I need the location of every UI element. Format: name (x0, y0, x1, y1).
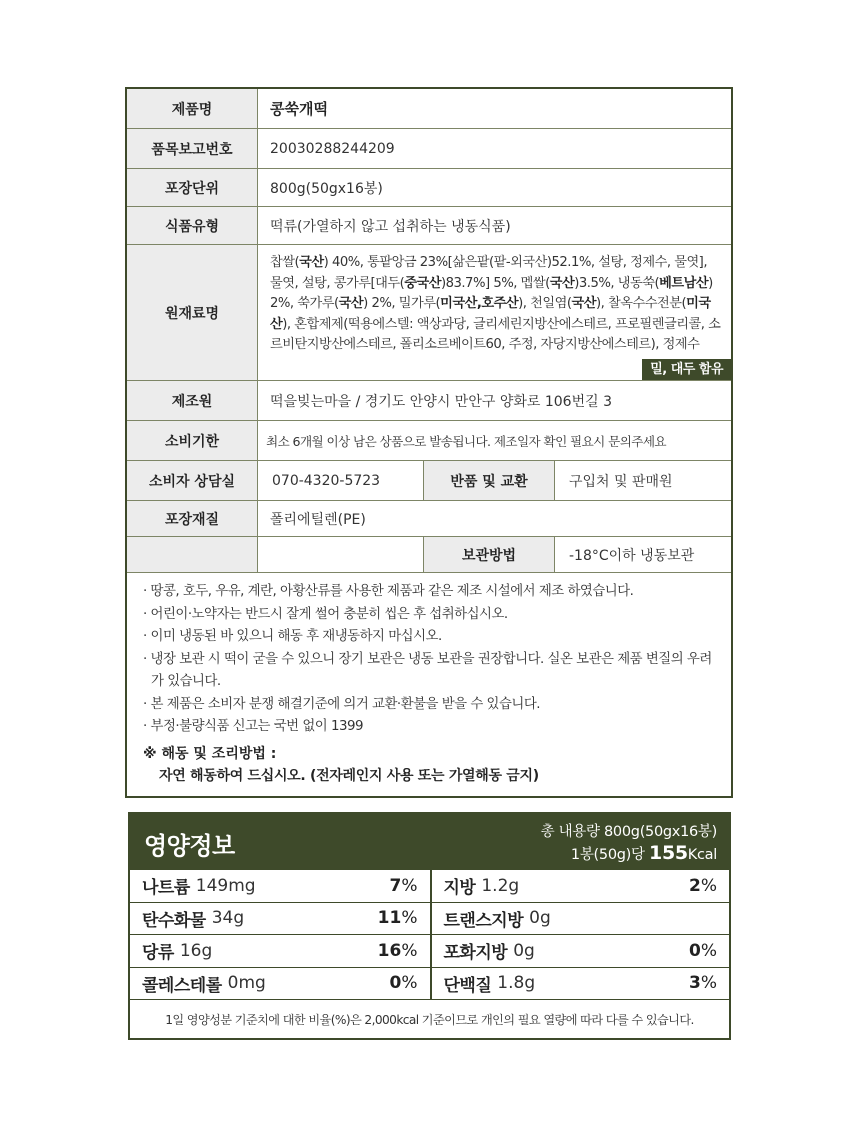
caution-notes (127, 573, 731, 787)
value-report-number: 20030288244209 (270, 140, 395, 157)
label-manufacturer: 제조원 (127, 381, 258, 420)
percent-value: 0 (689, 940, 701, 961)
row-product-name (127, 89, 731, 129)
row-food-type (127, 207, 731, 245)
label-exchange: 반품 및 교환 (423, 461, 555, 500)
nutrient-cell (430, 870, 730, 902)
row-expiry (127, 421, 731, 461)
row-packaging-material (127, 501, 731, 537)
nutrition-footnote: 1일 영양성분 기준치에 대한 비율(%)은 2,000kcal 기준이므로 개인의 필요 열량에 따라 다를 수 있습니다. (165, 1012, 694, 1027)
serving-prefix: 1봉(50g)당 (570, 847, 650, 863)
ingredient-text: ) 40%, 통팥앙금 23%[삶은팥(팥-외국산)52.1%, 설탕, 정제수, 물엿], 물엿, 설탕, 콩가루[대두( (270, 255, 708, 291)
origin-highlight: 국산 (571, 296, 597, 311)
nutrition-facts (128, 812, 731, 1040)
nutrition-row (130, 935, 729, 968)
nutrition-title: 영양정보 (144, 832, 235, 860)
ingredient-text: ) 2%, 밀가루( (363, 296, 441, 311)
percent-sign: % (401, 875, 418, 896)
label-package-unit: 포장단위 (127, 169, 258, 206)
origin-highlight: 베트남산 (659, 275, 709, 291)
origin-highlight: 미국산 (270, 296, 711, 332)
note-item: · 본 제품은 소비자 분쟁 해결기준에 의거 교환·환불을 받을 수 있습니다. (143, 696, 541, 712)
label-report-number: 품목보고번호 (127, 129, 258, 168)
value-empty (258, 537, 423, 572)
label-packaging-material: 포장재질 (127, 501, 258, 536)
thaw-instructions: 자연 해동하여 드십시오. (전자레인지 사용 또는 가열해동 금지) (159, 767, 539, 784)
nutrient-cell (130, 935, 430, 967)
nutrient-name: 콜레스테롤 (142, 975, 222, 996)
ingredient-text: )83.7%] 5%, 멥쌀( (440, 275, 550, 291)
nutrient-percent (689, 973, 717, 993)
nutrient-cell (430, 968, 730, 1000)
note-item: · 부정·불량식품 신고는 국번 없이 1399 (143, 719, 364, 734)
note-item: · 어린이·노약자는 반드시 잘게 썰어 충분히 씹은 후 섭취하십시오. (143, 606, 508, 622)
row-manufacturer (127, 381, 731, 421)
nutrient-name: 포화지방 (443, 943, 508, 964)
nutrition-grid (130, 870, 729, 1000)
nutrient-amount: 0g (513, 940, 535, 961)
percent-value: 7 (389, 875, 402, 896)
nutrient-cell (430, 935, 730, 967)
origin-highlight: 국산 (299, 255, 324, 270)
note-item: · 냉장 보관 시 떡이 굳을 수 있으니 장기 보관은 냉동 보관을 권장합니다. 실온 보관은 제품 변질의 우려가 있습니다. (143, 651, 712, 689)
kcal-value: 155 (649, 842, 688, 864)
nutrient-cell (130, 903, 430, 935)
ingredient-text: ), 혼합제제(떡용에스텔: 액상과당, 글리세린지방산에스테르, 프로필렌글리콜, 소르비탄지방산에스테르, 폴리소르베이트60, 주정, 자당지방산에스테르), 정제수 (270, 316, 721, 352)
note-item: · 이미 냉동된 바 있으니 해동 후 재냉동하지 마십시오. (143, 629, 442, 644)
nutrient-name: 당류 (142, 943, 174, 964)
allergen-badge: 밀, 대두 함유 (642, 359, 731, 380)
nutrient-amount: 0g (529, 908, 551, 929)
nutrient-cell (130, 968, 430, 1000)
nutrient-cell (430, 903, 730, 935)
nutrient-percent (689, 876, 717, 896)
nutrient-percent (689, 941, 717, 961)
nutrient-percent (390, 876, 418, 896)
value-packaging-material: 폴리에틸렌(PE) (270, 511, 366, 528)
label-empty (127, 537, 258, 572)
origin-highlight: 중국산 (404, 275, 441, 291)
percent-value: 0 (389, 973, 402, 994)
value-exchange: 구입처 및 판매원 (569, 473, 673, 490)
percent-sign: % (700, 940, 717, 961)
nutrient-cell (130, 870, 430, 902)
label-consult: 소비자 상담실 (127, 461, 258, 500)
row-ingredients (127, 245, 731, 381)
value-manufacturer: 떡을빚는마을 / 경기도 안양시 만안구 양화로 106번길 3 (270, 393, 612, 410)
nutrient-percent (390, 973, 418, 993)
value-package-unit: 800g(50gx16봉) (270, 180, 383, 197)
nutrient-amount: 34g (211, 908, 245, 929)
nutrition-serving (571, 842, 717, 864)
percent-value: 2 (689, 875, 701, 896)
value-storage: -18°C이하 냉동보관 (569, 547, 695, 564)
label-storage: 보관방법 (423, 537, 555, 572)
percent-sign: % (401, 908, 418, 929)
ingredient-text: ), 찰옥수수전분( (596, 296, 687, 311)
label-ingredients: 원재료명 (127, 245, 258, 380)
percent-value: 3 (689, 973, 701, 994)
nutrient-name: 나트륨 (142, 878, 190, 899)
nutrient-name: 트랜스지방 (443, 910, 524, 931)
kcal-unit: Kcal (687, 847, 717, 863)
nutrition-row (130, 870, 729, 903)
value-food-type: 떡류(가열하지 않고 섭취하는 냉동식품) (270, 218, 511, 235)
nutrition-header (130, 814, 729, 870)
thaw-heading: ※ 해동 및 조리방법 : (143, 745, 277, 762)
percent-value: 16 (377, 940, 402, 961)
ingredient-text: )3.5%, 냉동쑥( (574, 275, 660, 291)
nutrition-total-content: 총 내용량 800g(50gx16봉) (540, 824, 717, 840)
row-report-number (127, 129, 731, 169)
nutrient-amount: 1.2g (481, 875, 520, 896)
origin-highlight: 미국산,호주산 (440, 296, 519, 311)
row-storage (127, 537, 731, 573)
ingredient-text: 찹쌀( (270, 255, 300, 270)
percent-sign: % (700, 875, 717, 896)
ingredients-text (270, 255, 720, 352)
value-expiry: 최소 6개월 이상 남은 상품으로 발송됩니다. 제조일자 확인 필요시 문의주세요 (266, 434, 666, 449)
row-package-unit (127, 169, 731, 207)
origin-highlight: 국산 (549, 275, 575, 291)
percent-sign: % (700, 973, 717, 994)
nutrient-name: 탄수화물 (142, 910, 206, 931)
label-product-name: 제품명 (127, 89, 258, 128)
origin-highlight: 국산 (338, 296, 364, 311)
note-item: · 땅콩, 호두, 우유, 계란, 아황산류를 사용한 제품과 같은 제조 시설에서 제조 하였습니다. (143, 584, 634, 599)
nutrient-name: 단백질 (443, 975, 492, 996)
ingredient-text: ), 천일염( (518, 296, 572, 311)
nutrient-percent (378, 908, 418, 928)
label-food-type: 식품유형 (127, 207, 258, 244)
nutrient-amount: 149mg (195, 875, 256, 896)
percent-sign: % (401, 940, 418, 961)
row-consult (127, 461, 731, 501)
ingredient-text: ) 2%, 쑥가루( (270, 275, 713, 311)
nutrition-row (130, 903, 729, 936)
nutrient-percent (378, 941, 418, 961)
nutrition-row (130, 968, 729, 1001)
value-ingredients (258, 245, 731, 380)
nutrient-amount: 0mg (227, 973, 266, 994)
percent-value: 11 (377, 908, 402, 929)
value-consult-phone: 070-4320-5723 (272, 472, 381, 489)
value-product-name: 콩쑥개떡 (270, 100, 328, 118)
product-info-table (125, 87, 733, 798)
label-expiry: 소비기한 (127, 421, 258, 460)
nutrient-name: 지방 (443, 878, 476, 899)
nutrient-amount: 16g (179, 940, 213, 961)
nutrient-amount: 1.8g (497, 973, 536, 994)
percent-sign: % (401, 973, 418, 994)
